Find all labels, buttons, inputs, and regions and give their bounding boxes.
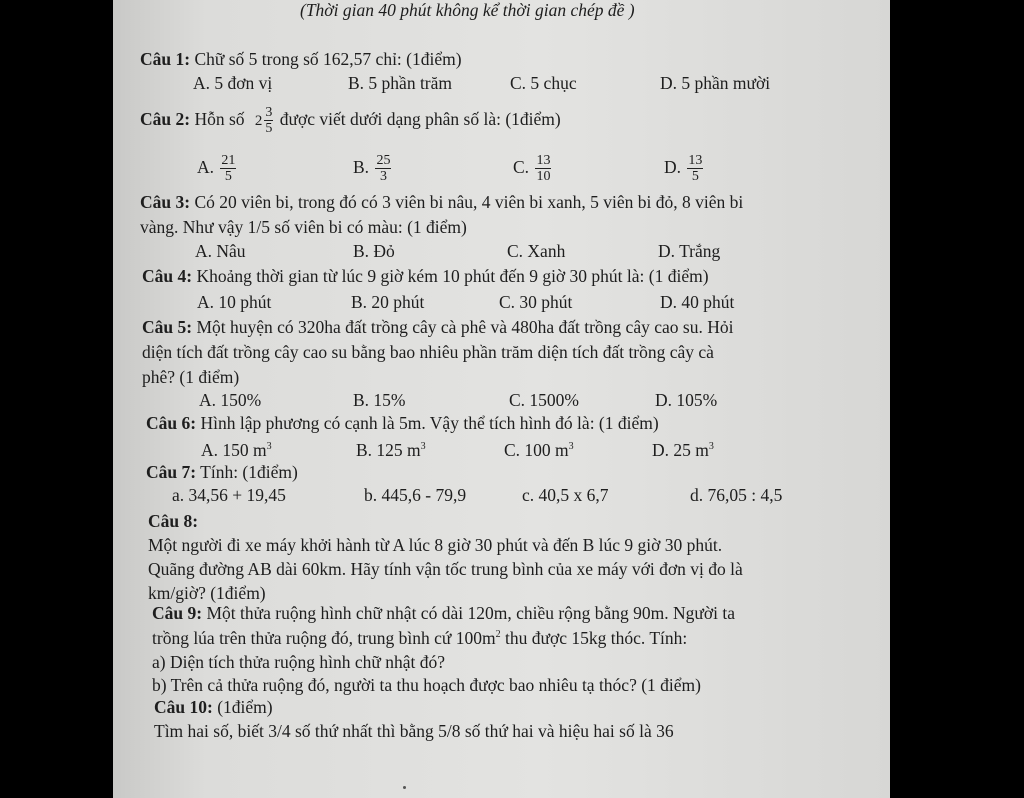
q6-option-b-exp: 3: [420, 441, 426, 453]
mixed-den: 5: [265, 121, 273, 137]
q2-option-b: [353, 146, 393, 188]
q2-option-b-letter: B.: [353, 157, 370, 177]
q5-option-d: D. 105%: [655, 390, 718, 410]
question-5-line-2: diện tích đất trồng cây cao su bằng bao nhiêu phần trăm diện tích đất trồng cây cà: [142, 342, 714, 362]
q2-option-b-fraction: [375, 153, 391, 184]
paper-speck: [403, 786, 406, 789]
q2-b-den: 3: [379, 169, 387, 185]
q6-option-c-exp: 3: [568, 441, 574, 453]
question-8-line-3: km/giờ? (1điểm): [148, 583, 266, 603]
question-9-label: Câu 9:: [152, 603, 203, 623]
mixed-num: 3: [265, 105, 273, 121]
q3-option-a: A. Nâu: [195, 241, 246, 261]
question-9-line-1: Một thửa ruộng hình chữ nhật có dài 120m, chiều rộng bằng 90m. Người ta: [206, 603, 736, 623]
q6-option-a-text: A. 150 m: [201, 440, 267, 460]
question-3-label: Câu 3:: [140, 192, 191, 212]
question-6: [146, 413, 659, 433]
mixed-number-fraction: [264, 105, 273, 136]
q6-option-b: [356, 440, 426, 460]
question-5-line-3: phê? (1 điểm): [142, 367, 240, 387]
q2-b-num: 25: [376, 153, 391, 169]
mixed-number: [254, 105, 280, 137]
q2-option-c: [513, 146, 553, 188]
q2-option-c-letter: C.: [513, 157, 530, 177]
q2-option-a: [197, 146, 238, 188]
question-9-line-2: [152, 628, 687, 648]
q3-option-b: B. Đỏ: [353, 241, 395, 261]
question-5: [142, 317, 733, 337]
q6-option-c: [504, 440, 574, 460]
question-10-label: Câu 10:: [154, 697, 213, 717]
mixed-number-whole: 2: [254, 113, 263, 129]
exam-time-note: (Thời gian 40 phút không kể thời gian chép đề ): [300, 0, 635, 20]
q2-option-d: [664, 146, 705, 188]
q6-option-d-exp: 3: [708, 441, 714, 453]
q6-option-c-text: C. 100 m: [504, 440, 569, 460]
q2-option-c-fraction: [535, 153, 551, 184]
q2-option-a-fraction: [220, 153, 236, 184]
q6-option-a-exp: 3: [266, 441, 272, 453]
exam-paper: [113, 0, 890, 798]
q2-c-num: 13: [536, 153, 551, 169]
q5-option-b: B. 15%: [353, 390, 406, 410]
question-7: [146, 462, 298, 482]
q7-part-d: d. 76,05 : 4,5: [690, 485, 783, 505]
q6-option-d-text: D. 25 m: [652, 440, 709, 460]
q1-option-c: C. 5 chục: [510, 73, 577, 93]
question-4-text: Khoảng thời gian từ lúc 9 giờ kém 10 phút đến 9 giờ 30 phút là: (1 điểm): [196, 266, 709, 286]
question-2: [140, 102, 561, 138]
q7-part-a: a. 34,56 + 19,45: [172, 485, 286, 505]
question-1-label: Câu 1:: [140, 49, 191, 69]
question-8-line-2: Quãng đường AB dài 60km. Hãy tính vận tốc trung bình của xe máy với đơn vị đo là: [148, 559, 743, 579]
question-5-label: Câu 5:: [142, 317, 193, 337]
q4-option-b: B. 20 phút: [351, 292, 425, 312]
question-2-text-before: Hỗn số: [194, 109, 245, 129]
question-6-text: Hình lập phương có cạnh là 5m. Vậy thể tích hình đó là: (1 điểm): [200, 413, 659, 433]
question-8-label: Câu 8:: [148, 511, 199, 531]
q4-option-c: C. 30 phút: [499, 292, 573, 312]
q3-option-d: D. Trắng: [658, 241, 721, 261]
question-10: [154, 697, 273, 717]
question-9-line-3: a) Diện tích thửa ruộng hình chữ nhật đó?: [152, 652, 446, 672]
q1-option-a: A. 5 đơn vị: [193, 73, 273, 93]
question-4-label: Câu 4:: [142, 266, 193, 286]
question-7-label: Câu 7:: [146, 462, 197, 482]
question-1-text: Chữ số 5 trong số 162,57 chỉ: (1điểm): [194, 49, 462, 69]
q5-option-a: A. 150%: [199, 390, 262, 410]
question-1: [140, 49, 462, 69]
q7-part-b: b. 445,6 - 79,9: [364, 485, 467, 505]
q2-d-den: 5: [691, 169, 699, 185]
question-2-label: Câu 2:: [140, 109, 191, 129]
q3-option-c: C. Xanh: [507, 241, 566, 261]
question-7-text: Tính: (1điểm): [200, 462, 298, 482]
question-2-text-after: được viết dưới dạng phân số là: (1điểm): [279, 109, 561, 129]
q4-option-d: D. 40 phút: [660, 292, 735, 312]
question-9-line-2-exp: 2: [495, 629, 501, 641]
q2-option-d-fraction: [687, 153, 703, 184]
question-3-line-2: vàng. Như vậy 1/5 số viên bi có màu: (1 điểm): [140, 217, 467, 237]
q5-option-c: C. 1500%: [509, 390, 579, 410]
q1-option-b: B. 5 phần trăm: [348, 73, 453, 93]
q2-a-den: 5: [224, 169, 232, 185]
question-5-line-1: Một huyện có 320ha đất trồng cây cà phê và 480ha đất trồng cây cao su. Hỏi: [196, 317, 734, 337]
q6-option-a: [201, 440, 272, 460]
q6-option-b-text: B. 125 m: [356, 440, 421, 460]
question-3: [140, 192, 743, 212]
q2-d-num: 13: [688, 153, 703, 169]
q1-option-d: D. 5 phần mười: [660, 73, 771, 93]
question-10-text: (1điểm): [217, 697, 273, 717]
question-9-line-2-a: trồng lúa trên thửa ruộng đó, trung bình cứ 100m: [152, 628, 496, 648]
q4-option-a: A. 10 phút: [197, 292, 272, 312]
q6-option-d: [652, 440, 714, 460]
question-8-line-1: Một người đi xe máy khởi hành từ A lúc 8 giờ 30 phút và đến B lúc 9 giờ 30 phút.: [148, 535, 723, 555]
question-9-line-4: b) Trên cả thửa ruộng đó, người ta thu hoạch được bao nhiêu tạ thóc? (1 điểm): [152, 675, 701, 695]
q2-a-num: 21: [221, 153, 236, 169]
question-3-line-1: Có 20 viên bi, trong đó có 3 viên bi nâu, 4 viên bi xanh, 5 viên bi đỏ, 8 viên bi: [194, 192, 744, 212]
question-9-line-2-b: thu được 15kg thóc. Tính:: [500, 628, 688, 648]
question-6-label: Câu 6:: [146, 413, 197, 433]
q7-part-c: c. 40,5 x 6,7: [522, 485, 609, 505]
q2-c-den: 10: [536, 169, 551, 185]
question-10-line-1: Tìm hai số, biết 3/4 số thứ nhất thì bằng 5/8 số thứ hai và hiệu hai số là 36: [154, 721, 674, 741]
q2-option-d-letter: D.: [664, 157, 682, 177]
question-4: [142, 266, 709, 286]
q2-option-a-letter: A.: [197, 157, 215, 177]
question-9: [152, 603, 735, 623]
